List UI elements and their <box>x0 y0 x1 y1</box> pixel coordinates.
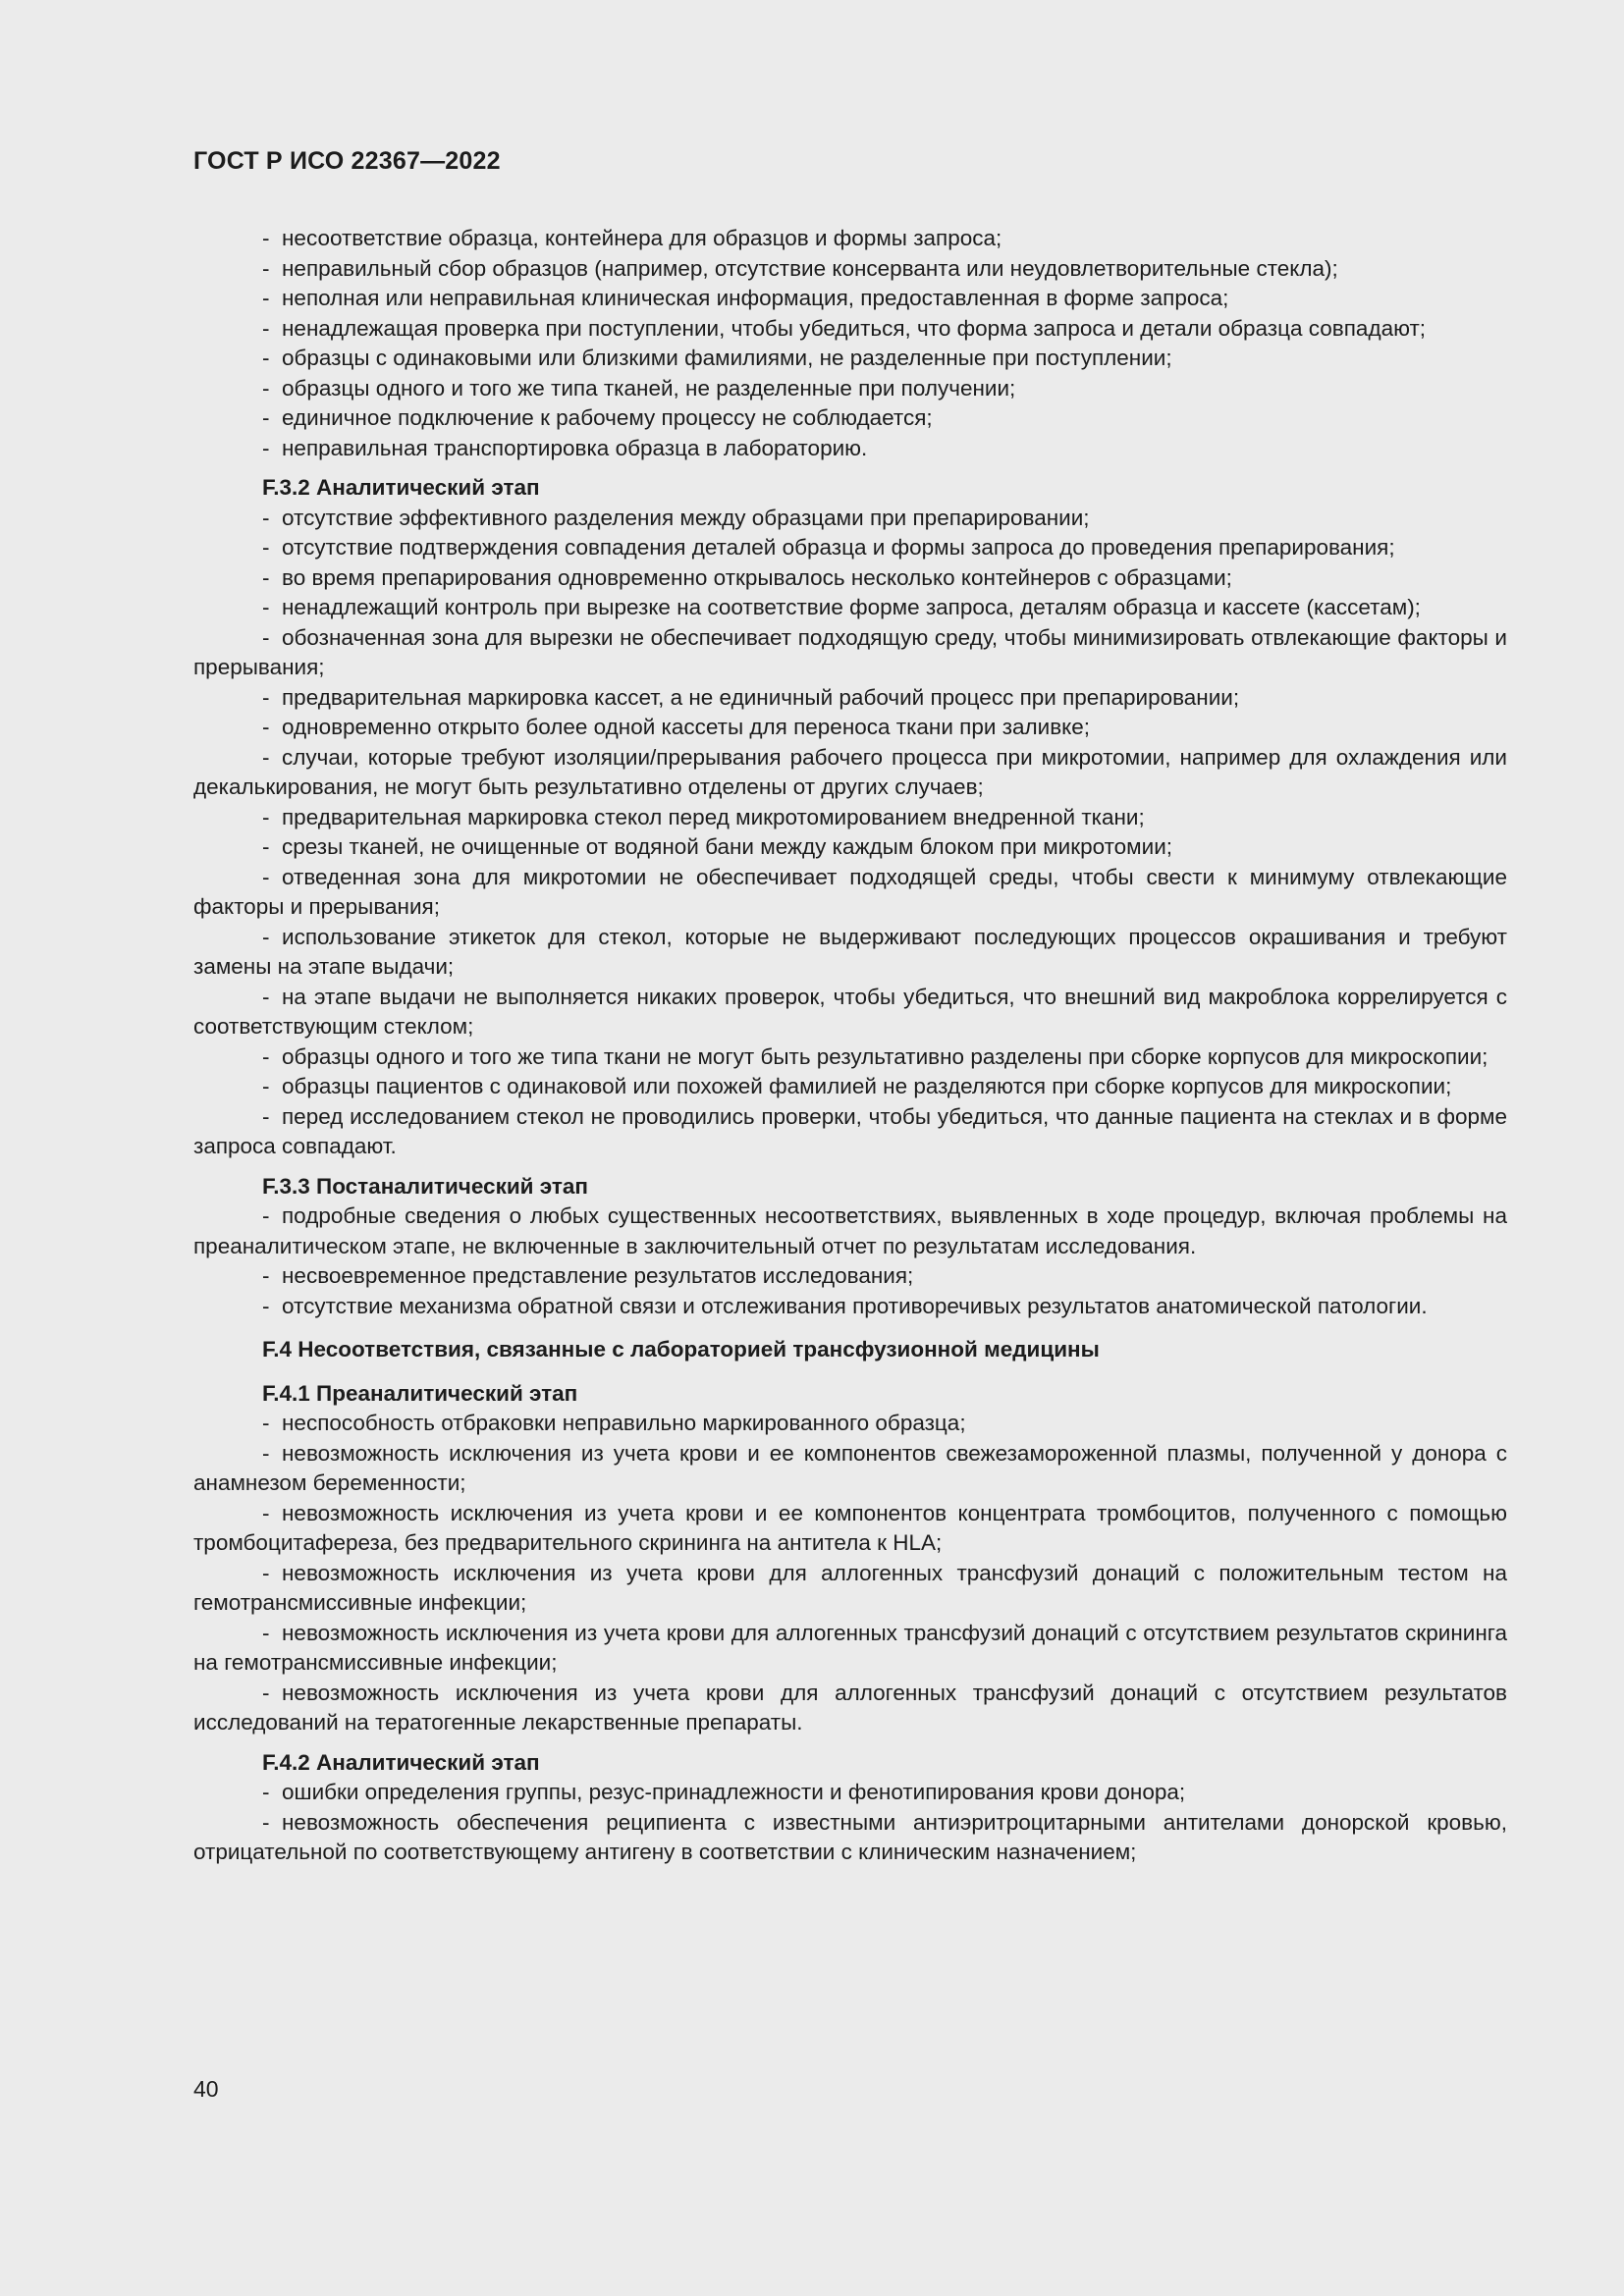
list-item <box>193 1201 1507 1261</box>
list-item <box>193 743 1507 803</box>
list-item-text: невозможность исключения из учета крови для аллогенных трансфузий донаций с отсутствием результатов скрининга на гемотрансмиссивные инфекции; <box>193 1620 1507 1675</box>
list-f41 <box>193 1409 1507 1738</box>
list-item-text: невозможность исключения из учета крови для аллогенных трансфузий донаций с отсутствием результатов исследований на тератогенные лекарственные препараты. <box>193 1680 1507 1735</box>
list-dash: - <box>262 1620 270 1645</box>
list-item <box>193 983 1507 1042</box>
list-dash: - <box>262 1074 270 1098</box>
list-item <box>193 563 1507 594</box>
list-item-text: отсутствие механизма обратной связи и отслеживания противоречивых результатов анатомической патологии. <box>282 1293 1428 1318</box>
list-item <box>193 284 1507 314</box>
list-item-text: невозможность обеспечения реципиента с известными антиэритроцитарными антителами донорской кровью, отрицательной по соответствующему антигену в соответствии с клиническим назначением; <box>193 1809 1507 1864</box>
list-item-text: подробные сведения о любых существенных несоответствиях, выявленных в ходе процедур, включая проблемы на преаналитическом этапе, не включенные в заключительный отчет по результатам исследования. <box>193 1203 1507 1258</box>
standard-title: ГОСТ Р ИСО 22367—2022 <box>193 147 501 175</box>
list-dash: - <box>262 1680 270 1705</box>
section-heading-f32: F.3.2 Аналитический этап <box>262 475 540 500</box>
section-heading-f33: F.3.3 Постаналитический этап <box>262 1173 588 1199</box>
page-content <box>193 224 1507 1868</box>
list-item <box>193 254 1507 285</box>
list-top <box>193 224 1507 463</box>
list-item-text: во время препарирования одновременно открывалось несколько контейнеров с образцами; <box>282 564 1232 590</box>
list-item <box>193 1559 1507 1619</box>
list-item-text: невозможность исключения из учета крови и ее компонентов свежезамороженной плазмы, полученной у донора с анамнезом беременности; <box>193 1440 1507 1495</box>
list-dash: - <box>262 984 270 1009</box>
list-dash: - <box>262 1560 270 1585</box>
list-item <box>193 374 1507 404</box>
list-dash: - <box>262 864 270 889</box>
list-dash: - <box>262 1043 270 1069</box>
list-item <box>193 533 1507 563</box>
list-dash: - <box>262 715 270 739</box>
list-dash: - <box>262 315 270 341</box>
list-dash: - <box>262 1263 270 1288</box>
list-dash: - <box>262 924 270 949</box>
list-item-text: ненадлежащая проверка при поступлении, чтобы убедиться, что форма запроса и детали образца совпадают; <box>282 315 1427 341</box>
list-item-text: невозможность исключения из учета крови и ее компонентов концентрата тромбоцитов, полученного с помощью тромбоцитафереза, без предварительного скрининга на антитела к HLA; <box>193 1500 1507 1555</box>
list-dash: - <box>262 286 270 310</box>
list-item <box>193 1072 1507 1102</box>
list-item <box>193 1292 1507 1322</box>
list-item-text: предварительная маркировка кассет, а не единичный рабочий процесс при препарировании; <box>282 684 1240 710</box>
list-item-text: несвоевременное представление результатов исследования; <box>282 1263 914 1288</box>
list-item <box>193 224 1507 254</box>
page-number: 40 <box>193 2076 219 2102</box>
list-dash: - <box>262 535 270 560</box>
list-item <box>193 1619 1507 1679</box>
list-item-text: единичное подключение к рабочему процессу не соблюдается; <box>282 405 933 430</box>
list-dash: - <box>262 346 270 370</box>
list-item <box>193 713 1507 743</box>
list-dash: - <box>262 1500 270 1525</box>
list-item-text: образцы одного и того же типа тканей, не разделенные при получении; <box>282 375 1016 400</box>
list-item <box>193 803 1507 833</box>
list-dash: - <box>262 744 270 770</box>
list-item <box>193 344 1507 374</box>
list-item <box>193 1102 1507 1162</box>
list-item <box>193 1778 1507 1808</box>
list-item <box>193 683 1507 714</box>
list-item <box>193 923 1507 983</box>
section-heading-f42: F.4.2 Аналитический этап <box>262 1749 540 1775</box>
list-item-text: несоответствие образца, контейнера для образцов и формы запроса; <box>282 226 1002 250</box>
list-item-text: неправильный сбор образцов (например, отсутствие консерванта или неудовлетворительные стекла); <box>282 255 1338 281</box>
list-dash: - <box>262 1440 270 1466</box>
list-dash: - <box>262 1203 270 1228</box>
list-dash: - <box>262 405 270 430</box>
list-item-text: случаи, которые требуют изоляции/прерывания рабочего процесса при микротомии, например для охлаждения или декалькирования, не могут быть результативно отделены от других случаев; <box>193 744 1507 799</box>
list-item <box>193 1808 1507 1868</box>
list-item-text: неполная или неправильная клиническая информация, предоставленная в форме запроса; <box>282 286 1229 310</box>
list-item-text: образцы пациентов с одинаковой или похожей фамилией не разделяются при сборке корпусов для микроскопии; <box>282 1074 1452 1098</box>
list-item-text: неправильная транспортировка образца в лабораторию. <box>282 435 868 460</box>
list-dash: - <box>262 226 270 250</box>
list-item-text: на этапе выдачи не выполняется никаких проверок, чтобы убедиться, что внешний вид макроблока коррелируется с соответствующим стеклом; <box>193 984 1507 1039</box>
list-item <box>193 832 1507 863</box>
list-item <box>193 314 1507 345</box>
list-item <box>193 1409 1507 1439</box>
list-dash: - <box>262 564 270 590</box>
list-item <box>193 623 1507 683</box>
list-item <box>193 1439 1507 1499</box>
list-item-text: срезы тканей, не очищенные от водяной бани между каждым блоком при микротомии; <box>282 834 1173 859</box>
list-item-text: образцы с одинаковыми или близкими фамилиями, не разделенные при поступлении; <box>282 346 1172 370</box>
list-f32 <box>193 504 1507 1162</box>
list-item <box>193 1499 1507 1559</box>
list-dash: - <box>262 435 270 460</box>
list-item-text: отсутствие подтверждения совпадения деталей образца и формы запроса до проведения препарирования; <box>282 535 1395 560</box>
list-dash: - <box>262 1780 270 1804</box>
list-dash: - <box>262 804 270 829</box>
list-item-text: неспособность отбраковки неправильно маркированного образца; <box>282 1411 966 1435</box>
list-dash: - <box>262 1103 270 1129</box>
list-dash: - <box>262 505 270 530</box>
list-item-text: использование этикеток для стекол, которые не выдерживают последующих процессов окрашивания и требуют замены на этапе выдачи; <box>193 924 1507 979</box>
list-item <box>193 863 1507 923</box>
list-dash: - <box>262 624 270 650</box>
list-item-text: обозначенная зона для вырезки не обеспечивает подходящую среду, чтобы минимизировать отвлекающие факторы и прерывания; <box>193 624 1507 679</box>
list-dash: - <box>262 1411 270 1435</box>
list-dash: - <box>262 834 270 859</box>
section-heading-f4: F.4 Несоответствия, связанные с лабораторией трансфузионной медицины <box>262 1337 1100 1362</box>
list-item-text: одновременно открыто более одной кассеты для переноса ткани при заливке; <box>282 715 1091 739</box>
list-item <box>193 434 1507 464</box>
list-dash: - <box>262 1293 270 1318</box>
list-dash: - <box>262 595 270 619</box>
list-item-text: образцы одного и того же типа ткани не могут быть результативно разделены при сборке корпусов для микроскопии; <box>282 1043 1489 1069</box>
list-dash: - <box>262 1809 270 1835</box>
list-item <box>193 1042 1507 1073</box>
list-item-text: перед исследованием стекол не проводились проверки, чтобы убедиться, что данные пациента на стеклах и в форме запроса совпадают. <box>193 1103 1507 1158</box>
list-dash: - <box>262 375 270 400</box>
list-item-text: ненадлежащий контроль при вырезке на соответствие форме запроса, деталям образца и кассете (кассетам); <box>282 595 1421 619</box>
list-item <box>193 403 1507 434</box>
list-item <box>193 593 1507 623</box>
section-heading-f41: F.4.1 Преаналитический этап <box>262 1380 578 1406</box>
list-item-text: отсутствие эффективного разделения между образцами при препарировании; <box>282 505 1090 530</box>
list-item-text: ошибки определения группы, резус-принадлежности и фенотипирования крови донора; <box>282 1780 1186 1804</box>
list-item-text: невозможность исключения из учета крови для аллогенных трансфузий донаций с положительным тестом на гемотрансмиссивные инфекции; <box>193 1560 1507 1615</box>
list-f42 <box>193 1778 1507 1868</box>
list-f33 <box>193 1201 1507 1321</box>
list-item <box>193 1679 1507 1738</box>
list-item-text: предварительная маркировка стекол перед микротомированием внедренной ткани; <box>282 804 1145 829</box>
list-item-text: отведенная зона для микротомии не обеспечивает подходящей среды, чтобы свести к минимуму отвлекающие факторы и прерывания; <box>193 864 1507 919</box>
list-dash: - <box>262 255 270 281</box>
list-item <box>193 504 1507 534</box>
list-item <box>193 1261 1507 1292</box>
list-dash: - <box>262 684 270 710</box>
